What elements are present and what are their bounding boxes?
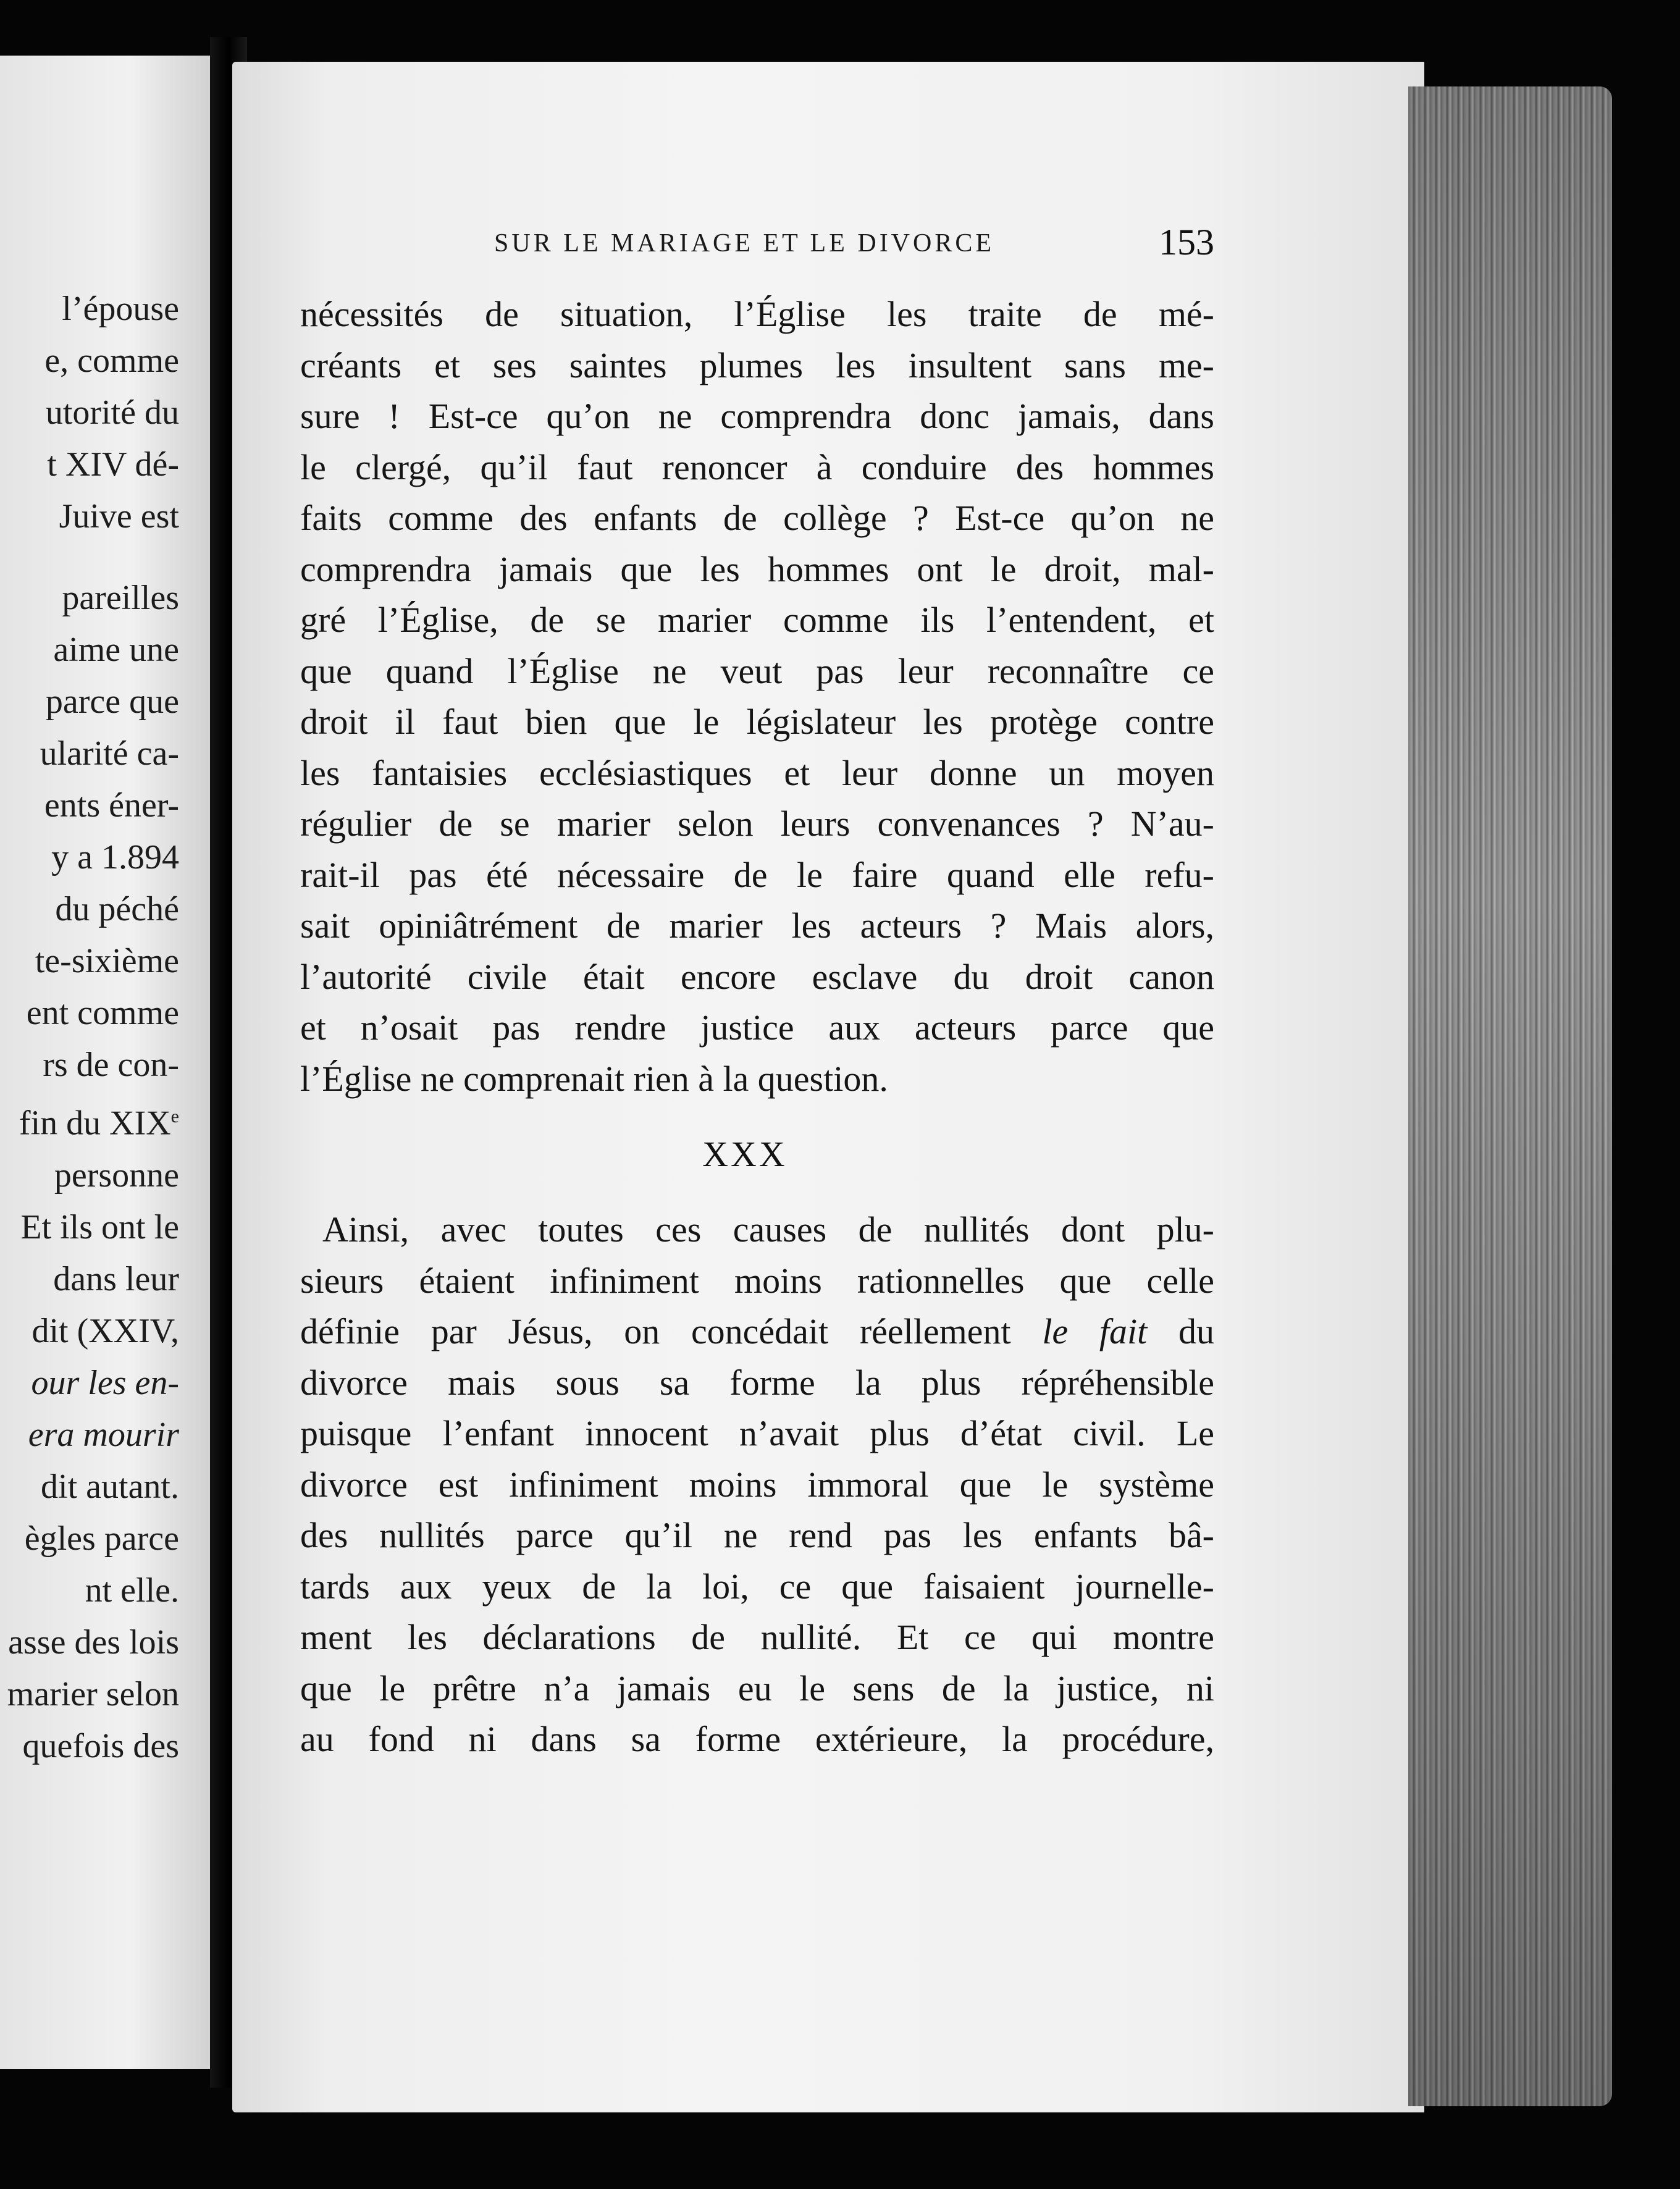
- left-page-text: [0, 283, 179, 1772]
- text-line: gré l’Église, de se marier comme ils l’entendent, et: [300, 600, 1214, 640]
- left-line: parce que: [45, 683, 179, 721]
- text-line: droit il faut bien que le législateur les protège contre: [300, 702, 1214, 742]
- text-line: sait opiniâtrément de marier les acteurs ? Mais alors,: [300, 905, 1214, 946]
- left-line: utorité du: [45, 393, 179, 432]
- text-line: [300, 1306, 1214, 1358]
- left-line: l’épouse: [62, 290, 179, 328]
- text-line: que le prêtre n’a jamais eu le sens de la justice, ni: [300, 1668, 1214, 1708]
- text-line: Ainsi, avec toutes ces causes de nullités dont plu-: [322, 1209, 1214, 1250]
- text-line: des nullités parce qu’il ne rend pas les enfants bâ-: [300, 1515, 1214, 1555]
- left-line: personne: [54, 1156, 179, 1195]
- text-line: l’Église ne comprenait rien à la question.: [300, 1058, 888, 1099]
- left-line: fin du XIXe: [19, 1104, 179, 1143]
- text-line: comprendra jamais que les hommes ont le droit, mal-: [300, 548, 1214, 589]
- left-line-italic: era mourir: [28, 1415, 179, 1454]
- left-line: quefois des: [22, 1726, 179, 1765]
- left-line: marier selon: [7, 1674, 179, 1713]
- body-text: [300, 289, 1214, 1765]
- left-line-italic: our les en-: [31, 1363, 179, 1402]
- text-line: divorce mais sous sa forme la plus répréhensible: [300, 1362, 1214, 1403]
- left-line: ularité ca-: [40, 734, 179, 773]
- text-line: tards aux yeux de la loi, ce que faisaient journelle-: [300, 1566, 1214, 1607]
- italic-phrase: le fait: [1042, 1311, 1148, 1351]
- left-line: Juive est: [59, 497, 179, 536]
- text-line: créants et ses saintes plumes les insultent sans me-: [300, 345, 1214, 385]
- text-line: rait-il pas été nécessaire de le faire quand elle refu-: [300, 854, 1214, 895]
- text-line: ment les déclarations de nullité. Et ce qui montre: [300, 1617, 1214, 1657]
- running-head: SUR LE MARIAGE ET LE DIVORCE: [494, 229, 995, 258]
- text-line: puisque l’enfant innocent n’avait plus d’état civil. Le: [300, 1413, 1214, 1453]
- left-line: aime une: [53, 631, 179, 669]
- text-line: sieurs étaient infiniment moins rationnelles que celle: [300, 1260, 1214, 1301]
- text-line: divorce est infiniment moins immoral que le système: [300, 1464, 1214, 1505]
- text-line: faits comme des enfants de collège ? Est-ce qu’on ne: [300, 498, 1214, 538]
- left-line: ents éner-: [44, 786, 179, 825]
- left-line: asse des lois: [8, 1623, 179, 1662]
- section-heading: XXX: [702, 1134, 788, 1174]
- left-line: pareilles: [62, 579, 179, 617]
- text-line: le clergé, qu’il faut renoncer à conduire des hommes: [300, 447, 1214, 487]
- left-line: y a 1.894: [51, 838, 179, 876]
- left-line: Et ils ont le: [20, 1208, 179, 1246]
- left-line: dans leur: [53, 1259, 179, 1298]
- left-line: du péché: [55, 890, 179, 928]
- text-line: les fantaisies ecclésiastiques et leur donne un moyen: [300, 752, 1214, 793]
- left-line: ent comme: [26, 994, 179, 1032]
- left-line: nt elle.: [85, 1571, 179, 1610]
- text-line: et n’osait pas rendre justice aux acteurs parce que: [300, 1007, 1214, 1048]
- left-facing-page: [0, 56, 216, 2069]
- text-segment: du: [1147, 1311, 1214, 1351]
- page-block-shade: [1408, 86, 1612, 2106]
- text-line: que quand l’Église ne veut pas leur reconnaître ce: [300, 650, 1214, 691]
- superscript: e: [170, 1106, 179, 1127]
- left-paragraph-gap: [0, 542, 179, 572]
- text-line: nécessités de situation, l’Église les traite de mé-: [300, 294, 1214, 334]
- left-line: rs de con-: [43, 1046, 179, 1084]
- text-line: l’autorité civile était encore esclave du droit canon: [300, 956, 1214, 997]
- left-line: t XIV dé-: [47, 445, 179, 484]
- text-segment: définie par Jésus, on concédait réellement: [300, 1311, 1043, 1351]
- left-line: ègles parce: [24, 1519, 179, 1558]
- left-line: dit (XXIV,: [32, 1311, 179, 1350]
- text-line: au fond ni dans sa forme extérieure, la procédure,: [300, 1719, 1214, 1759]
- left-line: te-sixième: [35, 942, 179, 980]
- text-line: sure ! Est-ce qu’on ne comprendra donc jamais, dans: [300, 396, 1214, 436]
- page-number: 153: [1159, 222, 1214, 263]
- left-line: e, comme: [44, 342, 179, 380]
- left-line: dit autant.: [41, 1467, 179, 1506]
- text-line: régulier de se marier selon leurs convenances ? N’au-: [300, 804, 1214, 844]
